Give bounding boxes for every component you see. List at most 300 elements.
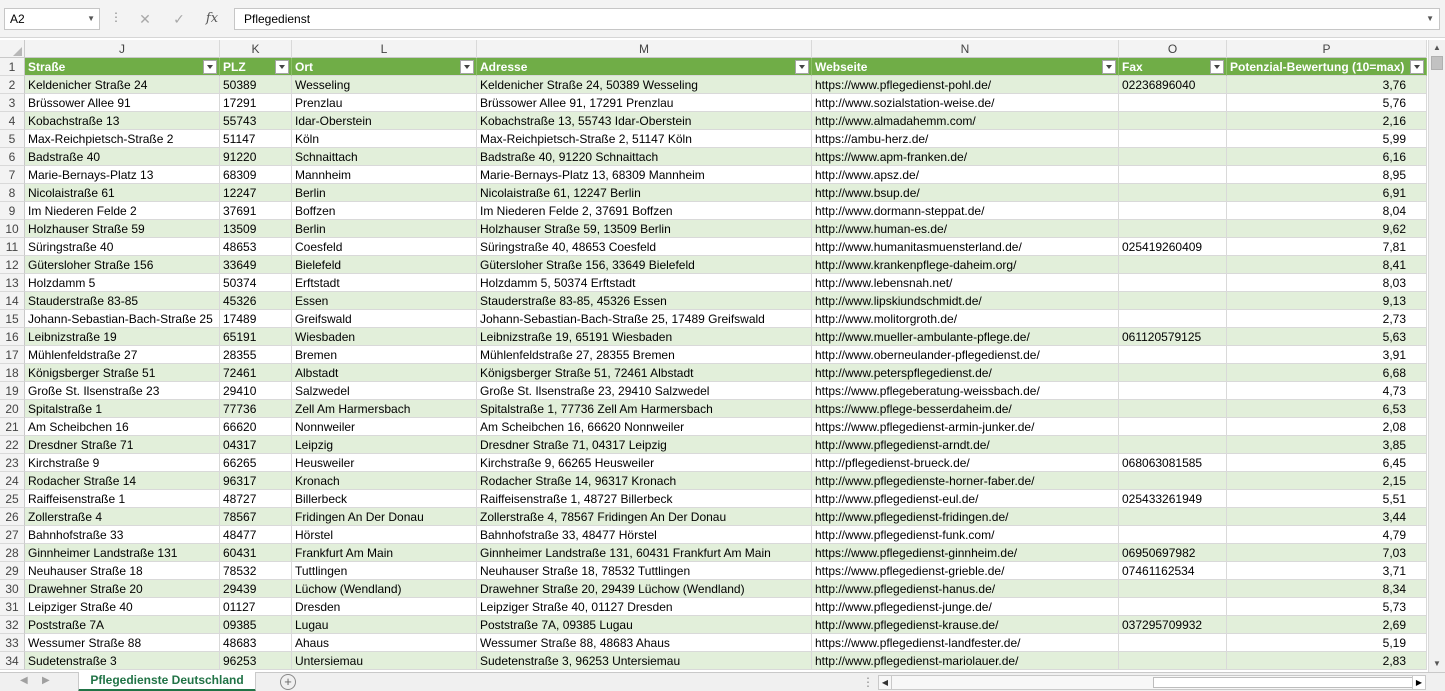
row-number[interactable]: 6: [0, 148, 25, 166]
table-cell[interactable]: Holzdamm 5: [25, 274, 220, 292]
row-number[interactable]: 20: [0, 400, 25, 418]
table-cell[interactable]: 5,99: [1227, 130, 1427, 148]
table-cell[interactable]: 13509: [220, 220, 292, 238]
table-cell[interactable]: http://www.pflegedienst-eul.de/: [812, 490, 1119, 508]
row-number[interactable]: 27: [0, 526, 25, 544]
table-cell[interactable]: [1119, 346, 1227, 364]
table-cell[interactable]: 068063081585: [1119, 454, 1227, 472]
table-cell[interactable]: Mühlenfeldstraße 27, 28355 Bremen: [477, 346, 812, 364]
row-number[interactable]: 16: [0, 328, 25, 346]
table-cell[interactable]: http://www.pflegedienst-hanus.de/: [812, 580, 1119, 598]
table-cell[interactable]: [1119, 400, 1227, 418]
table-cell[interactable]: 55743: [220, 112, 292, 130]
table-cell[interactable]: 17291: [220, 94, 292, 112]
table-cell[interactable]: http://www.pflegedienst-arndt.de/: [812, 436, 1119, 454]
enter-icon[interactable]: ✓: [173, 11, 185, 27]
table-cell[interactable]: http://www.pflegedienste-horner-faber.de/: [812, 472, 1119, 490]
table-cell[interactable]: Nicolaistraße 61: [25, 184, 220, 202]
table-cell[interactable]: Leipziger Straße 40, 01127 Dresden: [477, 598, 812, 616]
table-cell[interactable]: 28355: [220, 346, 292, 364]
table-cell[interactable]: 96317: [220, 472, 292, 490]
table-cell[interactable]: Marie-Bernays-Platz 13, 68309 Mannheim: [477, 166, 812, 184]
table-header-cell[interactable]: [1119, 58, 1227, 76]
table-cell[interactable]: Boffzen: [292, 202, 477, 220]
table-cell[interactable]: 2,08: [1227, 418, 1427, 436]
row-number[interactable]: 31: [0, 598, 25, 616]
table-cell[interactable]: https://www.pflegedienst-pohl.de/: [812, 76, 1119, 94]
table-cell[interactable]: 48727: [220, 490, 292, 508]
table-cell[interactable]: http://www.apsz.de/: [812, 166, 1119, 184]
table-cell[interactable]: [1119, 220, 1227, 238]
table-cell[interactable]: Frankfurt Am Main: [292, 544, 477, 562]
table-cell[interactable]: 78532: [220, 562, 292, 580]
table-cell[interactable]: Drawehner Straße 20: [25, 580, 220, 598]
column-header-p[interactable]: P: [1227, 40, 1427, 58]
filter-dropdown-icon[interactable]: [1102, 60, 1116, 74]
row-number[interactable]: 7: [0, 166, 25, 184]
table-cell[interactable]: Nicolaistraße 61, 12247 Berlin: [477, 184, 812, 202]
table-cell[interactable]: 48477: [220, 526, 292, 544]
row-number[interactable]: 19: [0, 382, 25, 400]
row-number[interactable]: 28: [0, 544, 25, 562]
table-cell[interactable]: Tuttlingen: [292, 562, 477, 580]
filter-dropdown-icon[interactable]: [203, 60, 217, 74]
table-cell[interactable]: Lüchow (Wendland): [292, 580, 477, 598]
table-cell[interactable]: Dresdner Straße 71: [25, 436, 220, 454]
table-cell[interactable]: [1119, 436, 1227, 454]
table-cell[interactable]: Neuhauser Straße 18: [25, 562, 220, 580]
table-cell[interactable]: [1119, 508, 1227, 526]
table-cell[interactable]: http://www.pflegedienst-fridingen.de/: [812, 508, 1119, 526]
table-cell[interactable]: 91220: [220, 148, 292, 166]
column-header-m[interactable]: M: [477, 40, 812, 58]
table-cell[interactable]: Leibnizstraße 19, 65191 Wiesbaden: [477, 328, 812, 346]
row-number[interactable]: 3: [0, 94, 25, 112]
row-number[interactable]: 22: [0, 436, 25, 454]
next-sheet-icon[interactable]: ▶: [42, 675, 50, 686]
table-cell[interactable]: Greifswald: [292, 310, 477, 328]
table-cell[interactable]: Wesseling: [292, 76, 477, 94]
table-cell[interactable]: [1119, 148, 1227, 166]
table-cell[interactable]: 07461162534: [1119, 562, 1227, 580]
row-number[interactable]: 4: [0, 112, 25, 130]
table-header-cell[interactable]: [812, 58, 1119, 76]
table-cell[interactable]: Badstraße 40, 91220 Schnaittach: [477, 148, 812, 166]
table-cell[interactable]: Wessumer Straße 88: [25, 634, 220, 652]
table-cell[interactable]: 6,91: [1227, 184, 1427, 202]
table-cell[interactable]: Bahnhofstraße 33: [25, 526, 220, 544]
table-header-cell[interactable]: [477, 58, 812, 76]
filter-dropdown-icon[interactable]: [275, 60, 289, 74]
row-number[interactable]: 33: [0, 634, 25, 652]
table-cell[interactable]: 51147: [220, 130, 292, 148]
table-cell[interactable]: Königsberger Straße 51: [25, 364, 220, 382]
row-number[interactable]: 9: [0, 202, 25, 220]
table-cell[interactable]: http://www.pflegedienst-mariolauer.de/: [812, 652, 1119, 670]
table-cell[interactable]: 5,76: [1227, 94, 1427, 112]
table-cell[interactable]: Schnaittach: [292, 148, 477, 166]
filter-dropdown-icon[interactable]: [795, 60, 809, 74]
table-cell[interactable]: http://www.mueller-ambulante-pflege.de/: [812, 328, 1119, 346]
column-header-j[interactable]: J: [25, 40, 220, 58]
table-cell[interactable]: Rodacher Straße 14, 96317 Kronach: [477, 472, 812, 490]
table-cell[interactable]: Zell Am Harmersbach: [292, 400, 477, 418]
table-cell[interactable]: 061120579125: [1119, 328, 1227, 346]
table-cell[interactable]: Am Scheibchen 16, 66620 Nonnweiler: [477, 418, 812, 436]
table-cell[interactable]: Badstraße 40: [25, 148, 220, 166]
table-cell[interactable]: [1119, 526, 1227, 544]
table-cell[interactable]: 8,41: [1227, 256, 1427, 274]
row-number[interactable]: 11: [0, 238, 25, 256]
table-cell[interactable]: 48653: [220, 238, 292, 256]
table-header-cell[interactable]: [292, 58, 477, 76]
table-cell[interactable]: Max-Reichpietsch-Straße 2, 51147 Köln: [477, 130, 812, 148]
table-cell[interactable]: Gütersloher Straße 156: [25, 256, 220, 274]
name-box[interactable]: [4, 8, 100, 30]
table-cell[interactable]: Gütersloher Straße 156, 33649 Bielefeld: [477, 256, 812, 274]
table-cell[interactable]: Ginnheimer Landstraße 131: [25, 544, 220, 562]
table-cell[interactable]: Mannheim: [292, 166, 477, 184]
table-cell[interactable]: 66265: [220, 454, 292, 472]
horizontal-scrollbar[interactable]: [878, 675, 1426, 690]
table-cell[interactable]: Zollerstraße 4, 78567 Fridingen An Der Donau: [477, 508, 812, 526]
table-cell[interactable]: 50374: [220, 274, 292, 292]
table-cell[interactable]: Dresdner Straße 71, 04317 Leipzig: [477, 436, 812, 454]
table-cell[interactable]: Holzhauser Straße 59: [25, 220, 220, 238]
row-number[interactable]: 17: [0, 346, 25, 364]
row-number[interactable]: 1: [0, 58, 25, 76]
table-cell[interactable]: [1119, 364, 1227, 382]
table-cell[interactable]: 48683: [220, 634, 292, 652]
table-cell[interactable]: Nonnweiler: [292, 418, 477, 436]
table-cell[interactable]: Raiffeisenstraße 1: [25, 490, 220, 508]
table-cell[interactable]: Heusweiler: [292, 454, 477, 472]
table-cell[interactable]: https://www.pflegedienst-grieble.de/: [812, 562, 1119, 580]
table-cell[interactable]: [1119, 634, 1227, 652]
table-cell[interactable]: 4,79: [1227, 526, 1427, 544]
table-cell[interactable]: 2,15: [1227, 472, 1427, 490]
table-cell[interactable]: 7,81: [1227, 238, 1427, 256]
table-cell[interactable]: [1119, 418, 1227, 436]
table-cell[interactable]: Brüssower Allee 91, 17291 Prenzlau: [477, 94, 812, 112]
table-cell[interactable]: http://www.oberneulander-pflegedienst.de/: [812, 346, 1119, 364]
table-cell[interactable]: Bielefeld: [292, 256, 477, 274]
row-number[interactable]: 13: [0, 274, 25, 292]
table-cell[interactable]: 45326: [220, 292, 292, 310]
table-cell[interactable]: Keldenicher Straße 24: [25, 76, 220, 94]
table-cell[interactable]: Köln: [292, 130, 477, 148]
table-header-cell[interactable]: [25, 58, 220, 76]
table-cell[interactable]: Spitalstraße 1, 77736 Zell Am Harmersbach: [477, 400, 812, 418]
table-cell[interactable]: Große St. Ilsenstraße 23: [25, 382, 220, 400]
table-cell[interactable]: https://www.pflegedienst-landfester.de/: [812, 634, 1119, 652]
table-cell[interactable]: Mühlenfeldstraße 27: [25, 346, 220, 364]
table-cell[interactable]: https://www.pflegedienst-armin-junker.de/: [812, 418, 1119, 436]
row-number[interactable]: 21: [0, 418, 25, 436]
table-header-cell[interactable]: [220, 58, 292, 76]
table-cell[interactable]: Holzhauser Straße 59, 13509 Berlin: [477, 220, 812, 238]
table-cell[interactable]: Sudetenstraße 3: [25, 652, 220, 670]
row-number[interactable]: 15: [0, 310, 25, 328]
table-cell[interactable]: Billerbeck: [292, 490, 477, 508]
table-cell[interactable]: Marie-Bernays-Platz 13: [25, 166, 220, 184]
table-cell[interactable]: Raiffeisenstraße 1, 48727 Billerbeck: [477, 490, 812, 508]
table-cell[interactable]: http://www.pflegedienst-krause.de/: [812, 616, 1119, 634]
row-number[interactable]: 10: [0, 220, 25, 238]
table-cell[interactable]: 68309: [220, 166, 292, 184]
column-header-n[interactable]: N: [812, 40, 1119, 58]
table-cell[interactable]: Stauderstraße 83-85, 45326 Essen: [477, 292, 812, 310]
row-number[interactable]: 24: [0, 472, 25, 490]
table-cell[interactable]: http://www.dormann-steppat.de/: [812, 202, 1119, 220]
table-cell[interactable]: 29439: [220, 580, 292, 598]
table-cell[interactable]: https://ambu-herz.de/: [812, 130, 1119, 148]
table-cell[interactable]: Salzwedel: [292, 382, 477, 400]
table-cell[interactable]: https://www.pflege-besserdaheim.de/: [812, 400, 1119, 418]
table-cell[interactable]: 3,71: [1227, 562, 1427, 580]
table-cell[interactable]: Coesfeld: [292, 238, 477, 256]
table-cell[interactable]: 06950697982: [1119, 544, 1227, 562]
table-cell[interactable]: 3,85: [1227, 436, 1427, 454]
row-number[interactable]: 30: [0, 580, 25, 598]
table-cell[interactable]: [1119, 652, 1227, 670]
table-cell[interactable]: Ginnheimer Landstraße 131, 60431 Frankfurt Am Main: [477, 544, 812, 562]
table-cell[interactable]: 5,63: [1227, 328, 1427, 346]
table-cell[interactable]: 02236896040: [1119, 76, 1227, 94]
table-cell[interactable]: http://www.krankenpflege-daheim.org/: [812, 256, 1119, 274]
table-cell[interactable]: Hörstel: [292, 526, 477, 544]
row-number[interactable]: 12: [0, 256, 25, 274]
scroll-down-icon[interactable]: ▼: [1433, 659, 1441, 668]
table-cell[interactable]: 4,73: [1227, 382, 1427, 400]
table-cell[interactable]: 78567: [220, 508, 292, 526]
table-cell[interactable]: Leibnizstraße 19: [25, 328, 220, 346]
row-number[interactable]: 26: [0, 508, 25, 526]
table-cell[interactable]: Berlin: [292, 184, 477, 202]
select-all-button[interactable]: [0, 40, 25, 58]
row-number[interactable]: 34: [0, 652, 25, 670]
table-cell[interactable]: 5,73: [1227, 598, 1427, 616]
table-cell[interactable]: 37691: [220, 202, 292, 220]
table-cell[interactable]: 29410: [220, 382, 292, 400]
table-cell[interactable]: http://www.molitorgroth.de/: [812, 310, 1119, 328]
table-cell[interactable]: Johann-Sebastian-Bach-Straße 25, 17489 Greifswald: [477, 310, 812, 328]
table-cell[interactable]: [1119, 310, 1227, 328]
table-cell[interactable]: Leipzig: [292, 436, 477, 454]
table-cell[interactable]: Dresden: [292, 598, 477, 616]
table-cell[interactable]: 04317: [220, 436, 292, 454]
table-cell[interactable]: [1119, 130, 1227, 148]
table-cell[interactable]: https://www.apm-franken.de/: [812, 148, 1119, 166]
table-cell[interactable]: Bremen: [292, 346, 477, 364]
table-cell[interactable]: [1119, 166, 1227, 184]
table-cell[interactable]: 5,51: [1227, 490, 1427, 508]
table-cell[interactable]: [1119, 202, 1227, 220]
table-cell[interactable]: 9,62: [1227, 220, 1427, 238]
table-cell[interactable]: 9,13: [1227, 292, 1427, 310]
table-cell[interactable]: 8,03: [1227, 274, 1427, 292]
table-cell[interactable]: Erftstadt: [292, 274, 477, 292]
table-cell[interactable]: http://www.lebensnah.net/: [812, 274, 1119, 292]
expand-formula-icon[interactable]: ▼: [1426, 14, 1434, 23]
table-cell[interactable]: [1119, 94, 1227, 112]
table-cell[interactable]: Keldenicher Straße 24, 50389 Wesseling: [477, 76, 812, 94]
table-cell[interactable]: 77736: [220, 400, 292, 418]
table-cell[interactable]: Neuhauser Straße 18, 78532 Tuttlingen: [477, 562, 812, 580]
table-cell[interactable]: 6,68: [1227, 364, 1427, 382]
table-cell[interactable]: Bahnhofstraße 33, 48477 Hörstel: [477, 526, 812, 544]
table-cell[interactable]: [1119, 184, 1227, 202]
table-cell[interactable]: 96253: [220, 652, 292, 670]
cancel-icon[interactable]: ✕: [139, 11, 151, 27]
table-cell[interactable]: Kobachstraße 13: [25, 112, 220, 130]
table-cell[interactable]: Spitalstraße 1: [25, 400, 220, 418]
table-cell[interactable]: http://www.humanitasmuensterland.de/: [812, 238, 1119, 256]
table-cell[interactable]: 50389: [220, 76, 292, 94]
table-cell[interactable]: Stauderstraße 83-85: [25, 292, 220, 310]
table-cell[interactable]: 3,44: [1227, 508, 1427, 526]
scroll-up-icon[interactable]: ▲: [1433, 43, 1441, 52]
table-cell[interactable]: Brüssower Allee 91: [25, 94, 220, 112]
table-cell[interactable]: Im Niederen Felde 2, 37691 Boffzen: [477, 202, 812, 220]
table-cell[interactable]: 60431: [220, 544, 292, 562]
table-header-cell[interactable]: [1227, 58, 1427, 76]
table-cell[interactable]: 12247: [220, 184, 292, 202]
table-cell[interactable]: 8,95: [1227, 166, 1427, 184]
row-number[interactable]: 18: [0, 364, 25, 382]
table-cell[interactable]: 025433261949: [1119, 490, 1227, 508]
table-cell[interactable]: [1119, 580, 1227, 598]
insert-function-button[interactable]: fx: [205, 11, 219, 26]
prev-sheet-icon[interactable]: ◀: [20, 675, 28, 686]
table-cell[interactable]: 2,69: [1227, 616, 1427, 634]
table-cell[interactable]: Fridingen An Der Donau: [292, 508, 477, 526]
table-cell[interactable]: http://www.human-es.de/: [812, 220, 1119, 238]
table-cell[interactable]: Leipziger Straße 40: [25, 598, 220, 616]
table-cell[interactable]: Holzdamm 5, 50374 Erftstadt: [477, 274, 812, 292]
row-number[interactable]: 29: [0, 562, 25, 580]
table-cell[interactable]: [1119, 598, 1227, 616]
table-cell[interactable]: http://www.bsup.de/: [812, 184, 1119, 202]
add-sheet-icon[interactable]: +: [280, 674, 296, 690]
table-cell[interactable]: Ahaus: [292, 634, 477, 652]
table-cell[interactable]: https://www.pflegeberatung-weissbach.de/: [812, 382, 1119, 400]
worksheet-grid[interactable]: [0, 40, 1427, 672]
table-cell[interactable]: Königsberger Straße 51, 72461 Albstadt: [477, 364, 812, 382]
table-cell[interactable]: Lugau: [292, 616, 477, 634]
table-cell[interactable]: http://www.lipskiundschmidt.de/: [812, 292, 1119, 310]
table-cell[interactable]: 8,34: [1227, 580, 1427, 598]
tab-splitter-icon[interactable]: ⋮: [862, 675, 874, 689]
table-cell[interactable]: Prenzlau: [292, 94, 477, 112]
table-cell[interactable]: http://pflegedienst-brueck.de/: [812, 454, 1119, 472]
table-cell[interactable]: 2,16: [1227, 112, 1427, 130]
table-cell[interactable]: 3,91: [1227, 346, 1427, 364]
scroll-right-icon[interactable]: ▶: [1412, 675, 1426, 690]
table-cell[interactable]: 037295709932: [1119, 616, 1227, 634]
row-number[interactable]: 32: [0, 616, 25, 634]
scroll-left-icon[interactable]: ◀: [879, 676, 892, 689]
table-cell[interactable]: 01127: [220, 598, 292, 616]
table-cell[interactable]: Im Niederen Felde 2: [25, 202, 220, 220]
filter-dropdown-icon[interactable]: [1210, 60, 1224, 74]
table-cell[interactable]: 6,53: [1227, 400, 1427, 418]
table-cell[interactable]: http://www.peterspflegedienst.de/: [812, 364, 1119, 382]
table-cell[interactable]: Untersiemau: [292, 652, 477, 670]
row-number[interactable]: 5: [0, 130, 25, 148]
table-cell[interactable]: Kobachstraße 13, 55743 Idar-Oberstein: [477, 112, 812, 130]
table-cell[interactable]: Essen: [292, 292, 477, 310]
column-header-o[interactable]: O: [1119, 40, 1227, 58]
table-cell[interactable]: [1119, 292, 1227, 310]
table-cell[interactable]: 8,04: [1227, 202, 1427, 220]
table-cell[interactable]: Idar-Oberstein: [292, 112, 477, 130]
row-number[interactable]: 23: [0, 454, 25, 472]
table-cell[interactable]: Zollerstraße 4: [25, 508, 220, 526]
table-cell[interactable]: 17489: [220, 310, 292, 328]
formula-bar-grip-icon[interactable]: ⋮: [110, 10, 122, 24]
filter-dropdown-icon[interactable]: [460, 60, 474, 74]
table-cell[interactable]: 6,45: [1227, 454, 1427, 472]
table-cell[interactable]: Johann-Sebastian-Bach-Straße 25: [25, 310, 220, 328]
row-number[interactable]: 14: [0, 292, 25, 310]
table-cell[interactable]: [1119, 472, 1227, 490]
table-cell[interactable]: 66620: [220, 418, 292, 436]
table-cell[interactable]: Kirchstraße 9, 66265 Heusweiler: [477, 454, 812, 472]
table-cell[interactable]: Wiesbaden: [292, 328, 477, 346]
table-cell[interactable]: http://www.pflegedienst-junge.de/: [812, 598, 1119, 616]
row-number[interactable]: 8: [0, 184, 25, 202]
table-cell[interactable]: [1119, 382, 1227, 400]
name-box-dropdown-icon[interactable]: ▼: [87, 14, 95, 23]
table-cell[interactable]: 09385: [220, 616, 292, 634]
table-cell[interactable]: [1119, 274, 1227, 292]
table-cell[interactable]: Drawehner Straße 20, 29439 Lüchow (Wendland): [477, 580, 812, 598]
row-number[interactable]: 2: [0, 76, 25, 94]
table-cell[interactable]: [1119, 256, 1227, 274]
table-cell[interactable]: Am Scheibchen 16: [25, 418, 220, 436]
table-cell[interactable]: https://www.pflegedienst-ginnheim.de/: [812, 544, 1119, 562]
table-cell[interactable]: 7,03: [1227, 544, 1427, 562]
table-cell[interactable]: [1119, 112, 1227, 130]
table-cell[interactable]: http://www.almadahemm.com/: [812, 112, 1119, 130]
table-cell[interactable]: Wessumer Straße 88, 48683 Ahaus: [477, 634, 812, 652]
table-cell[interactable]: 72461: [220, 364, 292, 382]
table-cell[interactable]: Max-Reichpietsch-Straße 2: [25, 130, 220, 148]
table-cell[interactable]: Große St. Ilsenstraße 23, 29410 Salzwedel: [477, 382, 812, 400]
table-cell[interactable]: 3,76: [1227, 76, 1427, 94]
table-cell[interactable]: 6,16: [1227, 148, 1427, 166]
table-cell[interactable]: Berlin: [292, 220, 477, 238]
vertical-scroll-thumb[interactable]: [1431, 56, 1443, 70]
filter-dropdown-icon[interactable]: [1410, 60, 1424, 74]
table-cell[interactable]: Süringstraße 40, 48653 Coesfeld: [477, 238, 812, 256]
table-cell[interactable]: http://www.sozialstation-weise.de/: [812, 94, 1119, 112]
table-cell[interactable]: Süringstraße 40: [25, 238, 220, 256]
column-header-k[interactable]: K: [220, 40, 292, 58]
table-cell[interactable]: http://www.pflegedienst-funk.com/: [812, 526, 1119, 544]
table-cell[interactable]: 5,19: [1227, 634, 1427, 652]
table-cell[interactable]: 33649: [220, 256, 292, 274]
table-cell[interactable]: Rodacher Straße 14: [25, 472, 220, 490]
table-cell[interactable]: 2,73: [1227, 310, 1427, 328]
table-cell[interactable]: 025419260409: [1119, 238, 1227, 256]
table-cell[interactable]: Poststraße 7A: [25, 616, 220, 634]
row-number[interactable]: 25: [0, 490, 25, 508]
vertical-scrollbar[interactable]: [1428, 40, 1445, 672]
column-header-l[interactable]: L: [292, 40, 477, 58]
table-cell[interactable]: Kirchstraße 9: [25, 454, 220, 472]
